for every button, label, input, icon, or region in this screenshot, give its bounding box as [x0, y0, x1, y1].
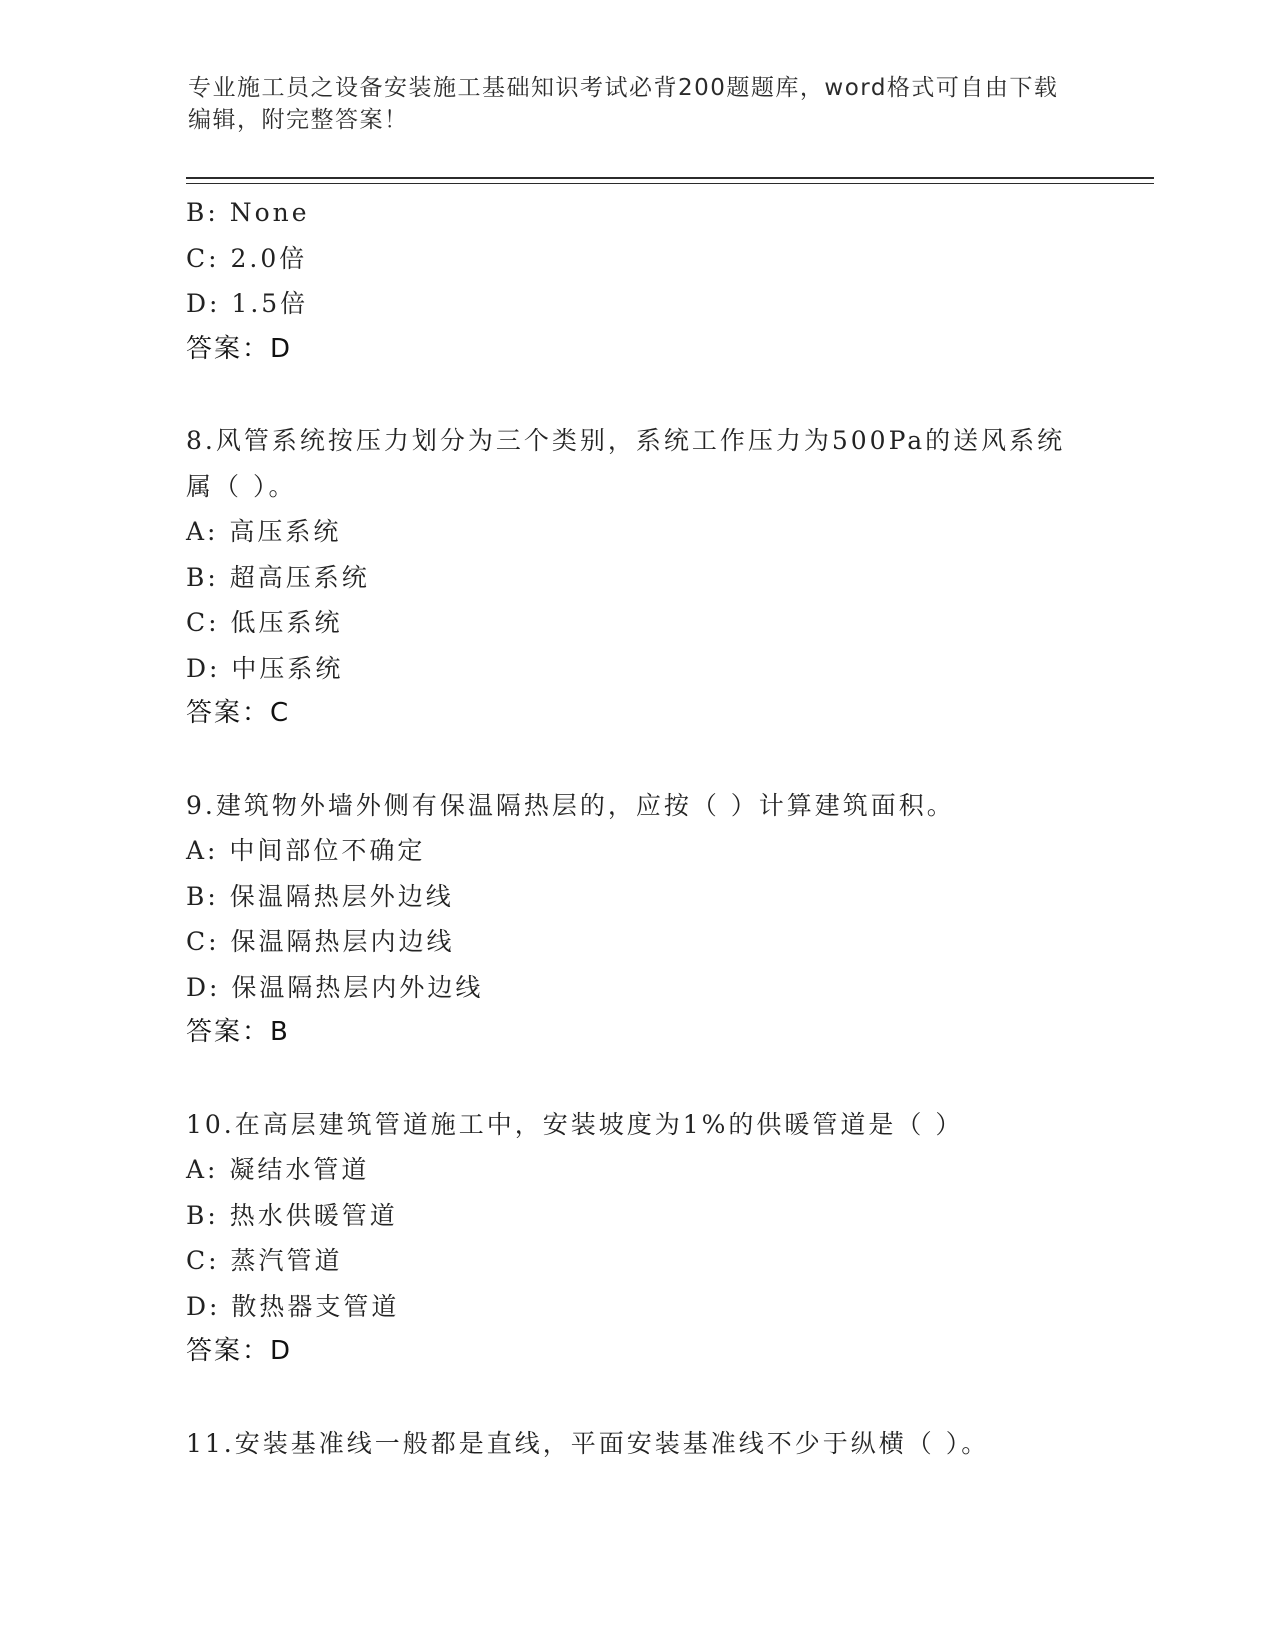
- answer-line: 答案：C: [186, 698, 291, 728]
- question-text: 9.建筑物外墙外侧有保温隔热层的，应按（ ）计算建筑面积。: [186, 790, 955, 820]
- option-d: D: 散热器支管道: [186, 1291, 400, 1321]
- option-b: B: 保温隔热层外边线: [186, 881, 454, 911]
- answer-line: 答案：B: [186, 1017, 290, 1047]
- question-8: [186, 418, 1086, 737]
- answer-line: 答案：D: [186, 333, 293, 364]
- answer-line: 答案：D: [186, 1336, 293, 1366]
- option-a: A: 高压系统: [186, 517, 342, 546]
- question-list: [186, 190, 1086, 1466]
- option-c: C: 低压系统: [186, 608, 343, 637]
- option-b: B: 超高压系统: [186, 562, 370, 592]
- question-text: 10.在高层建筑管道施工中，安装坡度为1%的供暖管道是（ ）: [186, 1109, 964, 1139]
- option-c: C: 蒸汽管道: [186, 1246, 343, 1275]
- option-d: D: 1.5倍: [186, 289, 309, 318]
- option-b: B: 热水供暖管道: [186, 1200, 398, 1230]
- option-d: D: 保温隔热层内外边线: [186, 972, 484, 1002]
- header-divider-thick: [186, 177, 1154, 179]
- spacer: [186, 372, 1086, 418]
- option-b: B: None: [186, 198, 310, 227]
- question-10: [186, 1102, 1086, 1375]
- option-a: A: 凝结水管道: [186, 1155, 370, 1184]
- option-c: C: 2.0倍: [186, 243, 308, 273]
- question-text: 8.风管系统按压力划分为三个类别，系统工作压力为500Pa的送风系统属（ ）。: [186, 426, 1066, 501]
- spacer: [186, 737, 1086, 783]
- document-header: 专业施工员之设备安装施工基础知识考试必背200题题库，word格式可自由下载编辑，附完整答案！: [188, 75, 1059, 133]
- option-a: A: 中间部位不确定: [186, 836, 426, 865]
- option-d: D: 中压系统: [186, 653, 344, 683]
- spacer: [186, 1056, 1086, 1102]
- question-9: [186, 783, 1086, 1056]
- option-c: C: 保温隔热层内边线: [186, 927, 455, 956]
- question-text: 11.安装基准线一般都是直线，平面安装基准线不少于纵横（ ）。: [186, 1428, 990, 1458]
- header-divider-thin: [186, 183, 1154, 184]
- previous-question-block: [186, 190, 1086, 372]
- question-11: [186, 1421, 1086, 1467]
- spacer: [186, 1375, 1086, 1421]
